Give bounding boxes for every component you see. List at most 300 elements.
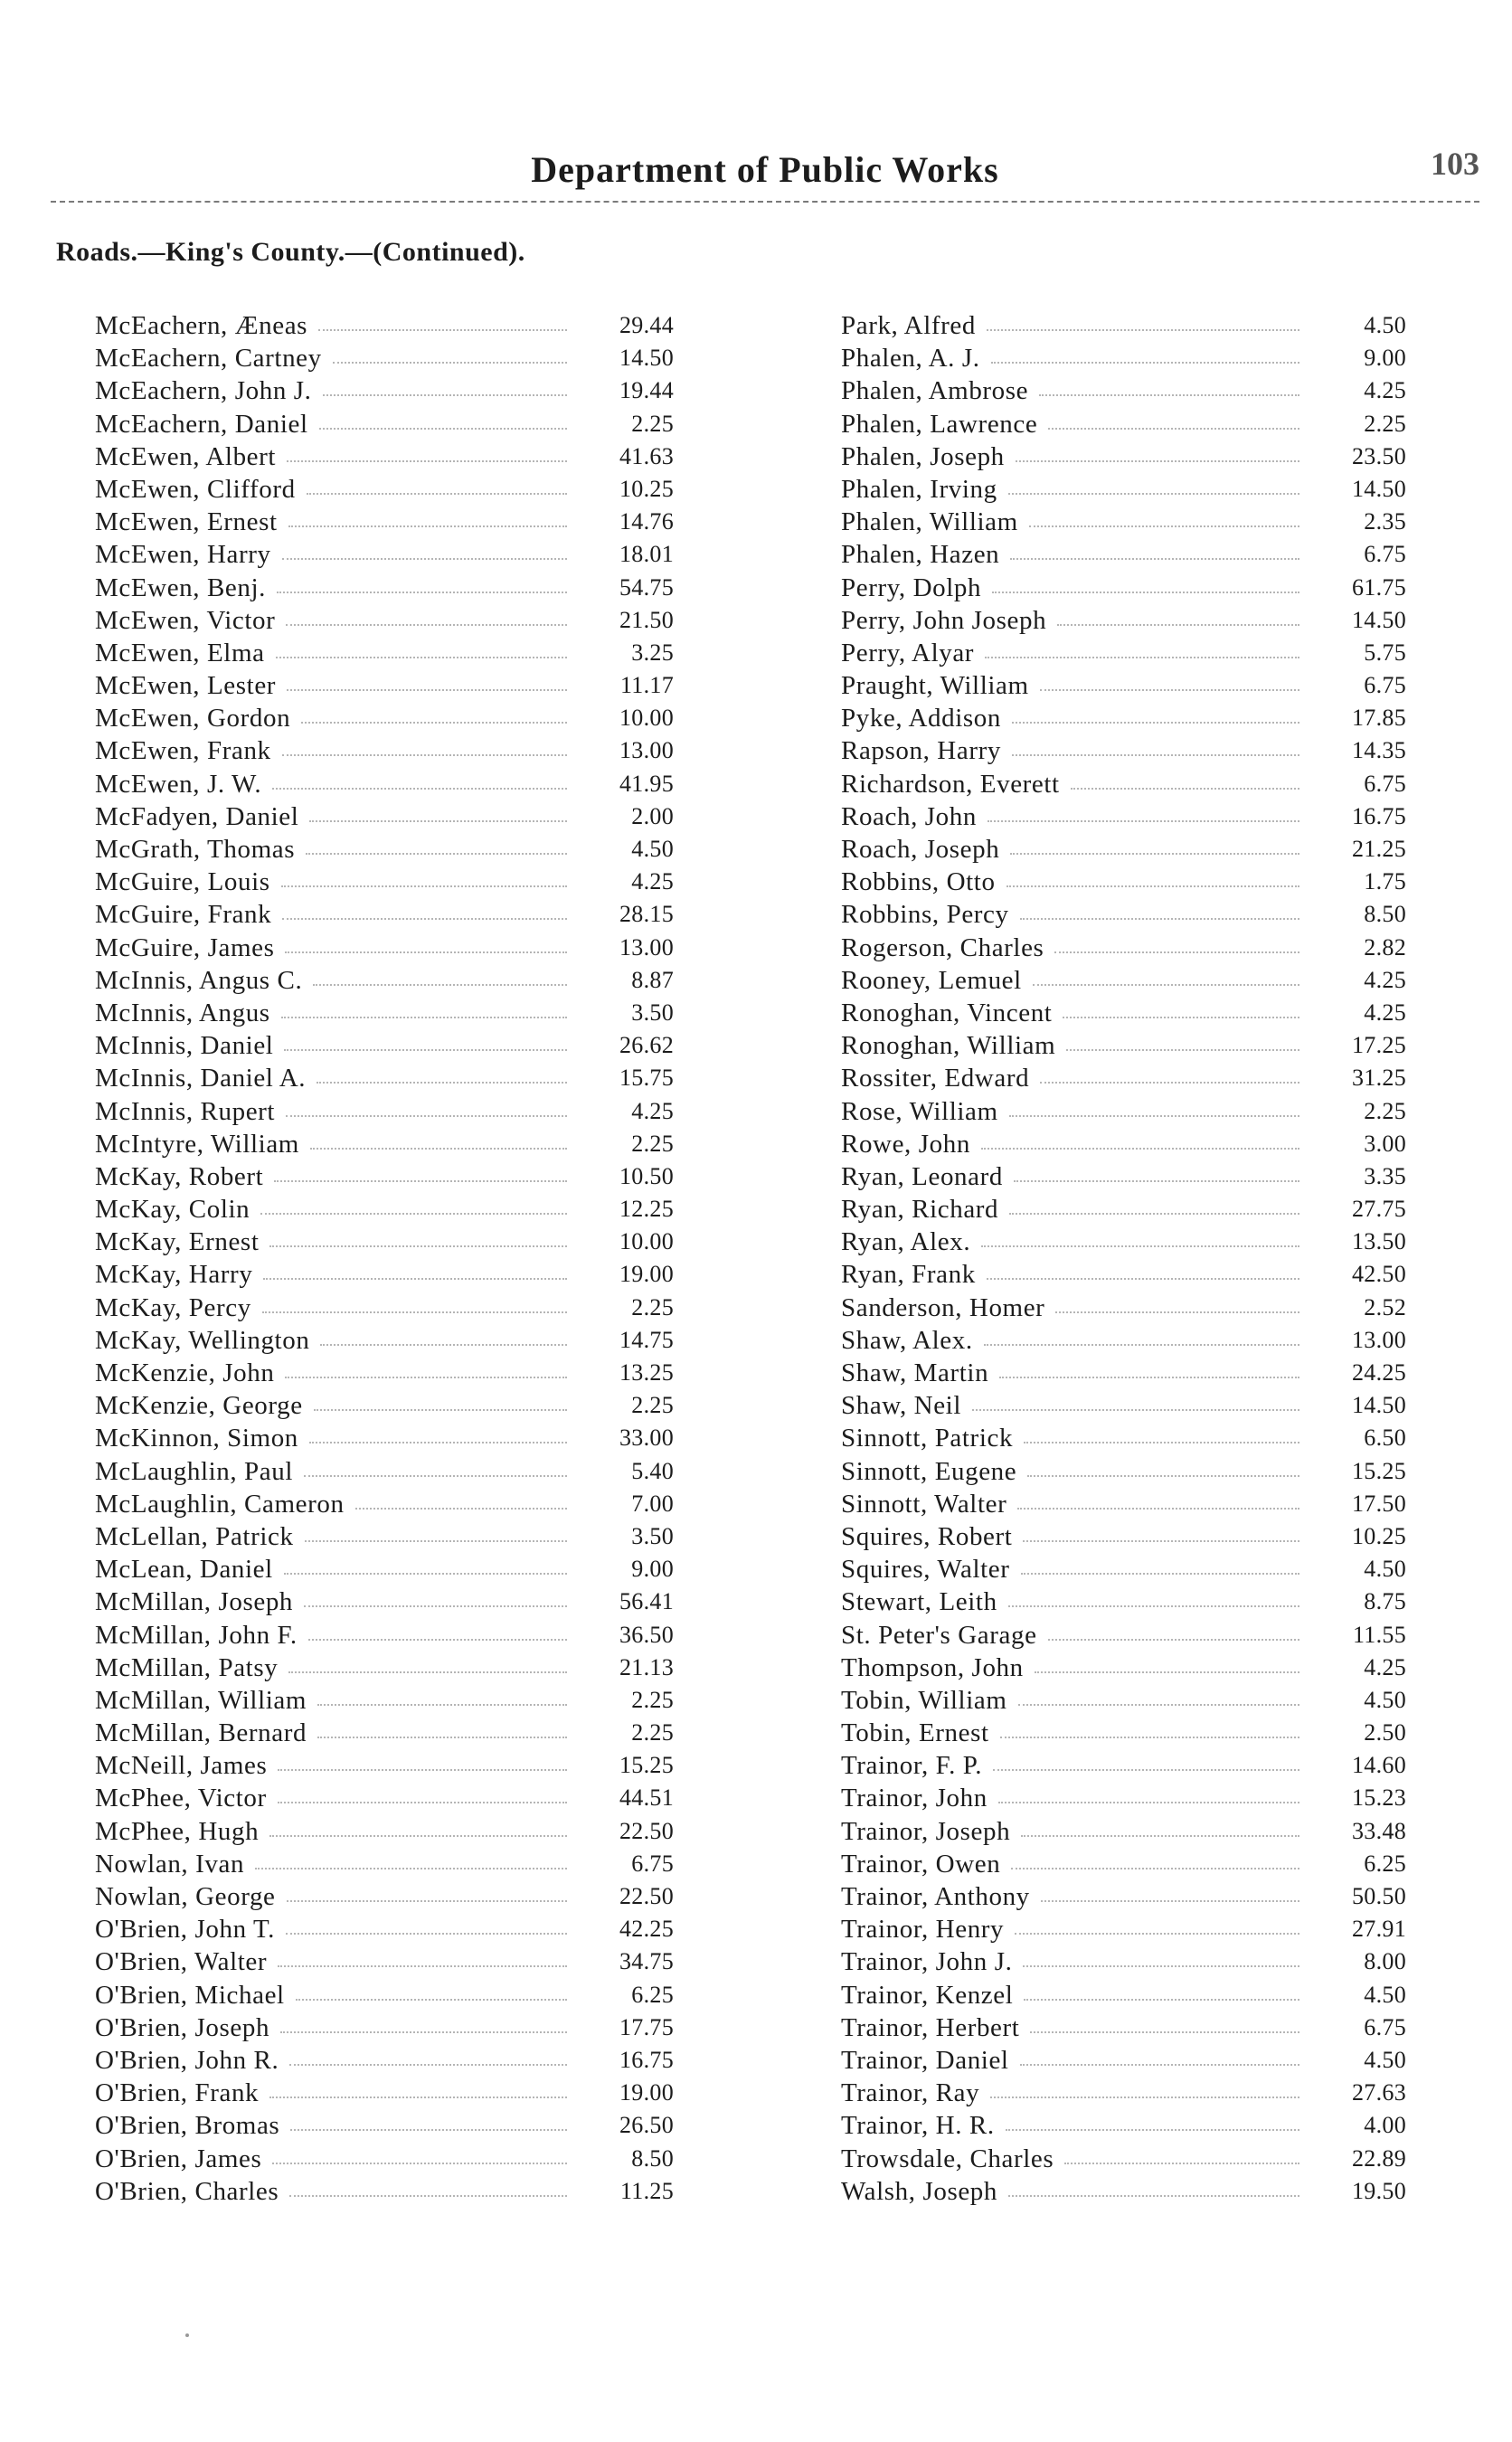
payment-amount: 13.50 (1352, 1228, 1406, 1255)
payment-amount: 4.00 (1364, 2112, 1406, 2139)
dot-leader (988, 820, 1299, 822)
payee-name: Shaw, Martin (841, 1358, 989, 1387)
dot-leader (1033, 984, 1299, 986)
list-item (841, 1880, 1406, 1913)
payment-amount: 36.50 (619, 1621, 674, 1648)
payee-name: Phalen, Lawrence (841, 409, 1038, 439)
list-item (841, 800, 1406, 833)
payee-name: Phalen, Joseph (841, 441, 1005, 471)
dot-leader (991, 362, 1299, 364)
payment-amount: 42.25 (619, 1916, 674, 1943)
payment-amount: 14.50 (619, 345, 674, 372)
header-rule (51, 201, 1479, 203)
list-item (841, 1488, 1406, 1520)
list-item (841, 898, 1406, 931)
payee-name: Phalen, A. J. (841, 344, 980, 374)
list-item (95, 964, 674, 997)
payee-name: Rapson, Harry (841, 736, 1001, 766)
dot-leader (310, 1148, 567, 1150)
payment-amount: 29.44 (619, 312, 674, 338)
payment-amount: 4.50 (1364, 1686, 1406, 1713)
dot-leader (317, 1082, 567, 1084)
payee-name: Phalen, Hazen (841, 540, 1000, 570)
dot-leader (308, 1639, 567, 1641)
dot-leader (1041, 1900, 1299, 1902)
payee-name: Trainor, Kenzel (841, 1980, 1014, 2010)
page-number: 103 (1431, 146, 1479, 182)
payment-amount: 4.25 (1364, 377, 1406, 404)
dot-leader (284, 1573, 567, 1575)
payment-amount: 17.50 (1352, 1490, 1406, 1517)
payee-name: McEachern, John J. (95, 376, 312, 406)
payee-name: McEwen, Benj. (95, 573, 267, 602)
dot-leader (999, 1377, 1299, 1378)
payee-name: O'Brien, Walter (95, 1947, 268, 1977)
payment-amount: 26.50 (619, 2112, 674, 2139)
dot-leader (1048, 428, 1299, 430)
dot-leader (998, 1802, 1299, 1803)
dot-leader (1016, 460, 1299, 462)
payee-name: Pyke, Addison (841, 704, 1001, 734)
payee-name: Walsh, Joseph (841, 2176, 998, 2206)
payment-amount: 19.44 (619, 377, 674, 404)
payee-name: McLean, Daniel (95, 1555, 273, 1585)
dot-leader (1012, 754, 1299, 756)
payment-amount: 33.00 (619, 1424, 674, 1452)
list-item (95, 833, 674, 866)
payee-name: McInnis, Rupert (95, 1096, 276, 1126)
list-item (95, 1815, 674, 1848)
payee-name: McFadyen, Daniel (95, 801, 299, 831)
payee-name: McEwen, Elma (95, 638, 265, 667)
list-item (841, 1782, 1406, 1814)
left-column-list (95, 309, 674, 2208)
dot-leader (269, 2097, 567, 2098)
payee-name: McLaughlin, Cameron (95, 1489, 345, 1519)
payment-amount: 14.50 (1352, 475, 1406, 502)
payment-amount: 54.75 (619, 573, 674, 601)
payee-name: Sinnott, Walter (841, 1489, 1007, 1519)
dot-leader (281, 1017, 567, 1018)
payment-amount: 15.75 (619, 1065, 674, 1092)
payee-name: McKay, Colin (95, 1195, 250, 1225)
dot-leader (993, 1769, 1299, 1771)
dot-leader (255, 1868, 567, 1869)
payee-name: Shaw, Alex. (841, 1325, 973, 1355)
dot-leader (1018, 1704, 1299, 1706)
dot-leader (1011, 1868, 1299, 1869)
dot-leader (1008, 1605, 1299, 1607)
payee-name: Trainor, Ray (841, 2078, 980, 2108)
payment-amount: 2.25 (631, 410, 674, 437)
payee-name: Ronoghan, Vincent (841, 998, 1053, 1027)
payee-name: O'Brien, Bromas (95, 2111, 280, 2141)
dot-leader (285, 951, 567, 953)
payee-name: McMillan, Patsy (95, 1652, 279, 1682)
payee-name: McIntyre, William (95, 1129, 299, 1159)
dot-leader (289, 2195, 567, 2197)
dot-leader (1040, 689, 1299, 691)
dot-leader (260, 1213, 567, 1215)
dot-leader (1006, 2129, 1299, 2131)
payee-name: Tobin, William (841, 1685, 1007, 1715)
payee-name: McGrath, Thomas (95, 835, 296, 864)
payment-amount: 61.75 (1352, 573, 1406, 601)
payee-name: Trainor, John J. (841, 1947, 1013, 1977)
list-item (841, 473, 1406, 506)
payment-amount: 33.48 (1352, 1817, 1406, 1844)
payment-amount: 3.00 (1364, 1130, 1406, 1157)
list-item (95, 1488, 674, 1520)
payee-name: McMillan, Bernard (95, 1718, 307, 1748)
list-item (95, 1226, 674, 1258)
payee-name: McPhee, Hugh (95, 1816, 260, 1846)
list-item (841, 309, 1406, 342)
dot-leader (317, 1737, 567, 1738)
payment-amount: 6.75 (1364, 541, 1406, 568)
payee-name: Perry, Dolph (841, 573, 982, 602)
payment-amount: 13.00 (619, 933, 674, 961)
list-item (841, 1684, 1406, 1717)
dot-leader (1023, 1965, 1299, 1967)
dot-leader (296, 1999, 567, 2001)
payment-amount: 41.63 (619, 442, 674, 469)
payee-name: St. Peter's Garage (841, 1620, 1037, 1650)
dot-leader (1027, 1475, 1299, 1477)
dot-leader (333, 362, 567, 364)
list-item (95, 604, 674, 637)
payment-amount: 6.50 (1364, 1424, 1406, 1452)
dot-leader (289, 2064, 567, 2066)
payee-name: O'Brien, John T. (95, 1915, 276, 1945)
dot-leader (1008, 493, 1299, 495)
payment-amount: 1.75 (1364, 868, 1406, 895)
list-item (95, 734, 674, 767)
list-item (841, 342, 1406, 374)
list-item (95, 1389, 674, 1422)
payment-amount: 26.62 (619, 1032, 674, 1059)
payment-amount: 2.00 (631, 802, 674, 829)
dot-leader (1030, 2031, 1299, 2033)
payee-name: McInnis, Angus (95, 998, 270, 1027)
payment-amount: 18.01 (619, 541, 674, 568)
payment-amount: 27.75 (1352, 1196, 1406, 1223)
list-item (95, 702, 674, 734)
dot-leader (276, 657, 567, 658)
payee-name: McEachern, Cartney (95, 344, 322, 374)
payment-amount: 10.25 (619, 475, 674, 502)
list-item (841, 866, 1406, 898)
dot-leader (305, 1540, 567, 1542)
list-item (95, 1520, 674, 1553)
dot-leader (288, 525, 567, 527)
dot-leader (317, 1704, 567, 1706)
payee-name: Trainor, Herbert (841, 2012, 1020, 2042)
dot-leader (992, 592, 1299, 593)
payee-name: McEwen, Lester (95, 671, 277, 701)
list-item (841, 2011, 1406, 2044)
list-item (841, 1292, 1406, 1324)
list-item (95, 898, 674, 931)
payment-amount: 22.50 (619, 1883, 674, 1909)
payment-amount: 3.50 (631, 999, 674, 1026)
payment-amount: 14.76 (619, 508, 674, 535)
payment-amount: 24.25 (1352, 1359, 1406, 1386)
payment-amount: 6.75 (631, 1850, 674, 1877)
payee-name: McEwen, Victor (95, 605, 276, 635)
payee-name: Phalen, Ambrose (841, 376, 1029, 406)
dot-leader (307, 493, 567, 495)
payment-amount: 4.25 (631, 868, 674, 895)
dot-leader (1024, 1999, 1299, 2001)
list-item (95, 2077, 674, 2109)
payment-amount: 4.50 (1364, 312, 1406, 338)
payment-amount: 9.00 (631, 1556, 674, 1583)
list-item (95, 2011, 674, 2044)
list-item (841, 964, 1406, 997)
payment-amount: 23.50 (1352, 442, 1406, 469)
list-item (841, 604, 1406, 637)
list-item (841, 572, 1406, 604)
list-item (95, 1749, 674, 1782)
list-item (95, 440, 674, 473)
dot-leader (314, 1409, 567, 1411)
payee-name: Park, Alfred (841, 311, 976, 340)
dot-leader (309, 820, 567, 822)
list-item (841, 1553, 1406, 1585)
list-item (841, 1029, 1406, 1062)
payee-name: Stewart, Leith (841, 1587, 997, 1617)
payee-name: McLellan, Patrick (95, 1521, 294, 1551)
payee-name: Trainor, Henry (841, 1915, 1005, 1945)
payment-amount: 50.50 (1352, 1883, 1406, 1909)
dot-leader (313, 984, 567, 986)
dot-leader (985, 657, 1299, 658)
payee-name: McInnis, Daniel (95, 1031, 274, 1061)
list-item (95, 997, 674, 1029)
payment-amount: 2.25 (1364, 410, 1406, 437)
list-item (95, 1979, 674, 2011)
dot-leader (278, 1769, 567, 1771)
payee-name: Ryan, Alex. (841, 1227, 971, 1257)
payment-amount: 13.00 (1352, 1326, 1406, 1353)
payment-amount: 27.91 (1352, 1916, 1406, 1943)
list-item (841, 1652, 1406, 1684)
payee-name: Shaw, Neil (841, 1391, 961, 1421)
dot-leader (1015, 1933, 1299, 1935)
payment-amount: 15.23 (1352, 1784, 1406, 1812)
payment-amount: 4.50 (1364, 2046, 1406, 2073)
payee-name: Ronoghan, William (841, 1031, 1056, 1061)
payment-amount: 8.75 (1364, 1588, 1406, 1615)
payee-name: McKay, Ernest (95, 1227, 260, 1257)
payee-name: Rooney, Lemuel (841, 965, 1022, 995)
dot-leader (304, 1475, 567, 1477)
payee-name: McKay, Wellington (95, 1325, 310, 1355)
list-item (95, 800, 674, 833)
payee-name: McPhee, Victor (95, 1784, 267, 1813)
dot-leader (286, 1115, 567, 1117)
payee-name: O'Brien, Joseph (95, 2012, 270, 2042)
payment-amount: 8.50 (1364, 901, 1406, 928)
list-item (95, 1717, 674, 1749)
payment-amount: 56.41 (619, 1588, 674, 1615)
list-item (841, 637, 1406, 669)
payment-amount: 8.87 (631, 966, 674, 993)
payee-name: Richardson, Everett (841, 769, 1060, 799)
payment-amount: 22.89 (1352, 2144, 1406, 2172)
payee-name: Trainor, Owen (841, 1849, 1001, 1879)
dot-leader (1057, 624, 1299, 626)
list-item (95, 1455, 674, 1488)
dot-leader (1064, 2163, 1299, 2164)
payment-amount: 11.55 (1352, 1621, 1406, 1648)
payee-name: Trainor, John (841, 1784, 988, 1813)
payment-amount: 14.75 (619, 1326, 674, 1353)
payment-amount: 4.25 (1364, 966, 1406, 993)
payment-amount: 2.25 (631, 1293, 674, 1320)
dot-leader (286, 624, 567, 626)
list-item (841, 538, 1406, 571)
dot-leader (1035, 1671, 1299, 1673)
payment-amount: 10.00 (619, 705, 674, 732)
list-item (841, 1193, 1406, 1226)
list-item (95, 1128, 674, 1160)
payee-name: Tobin, Ernest (841, 1718, 989, 1748)
payment-amount: 8.00 (1364, 1948, 1406, 1975)
payee-name: Perry, John Joseph (841, 605, 1047, 635)
list-item (95, 637, 674, 669)
list-item (95, 473, 674, 506)
payee-name: Squires, Robert (841, 1521, 1013, 1551)
dot-leader (987, 329, 1299, 331)
list-item (95, 1585, 674, 1618)
payee-name: McEwen, J. W. (95, 769, 262, 799)
list-item (95, 2109, 674, 2142)
list-item (841, 1815, 1406, 1848)
dot-leader (287, 460, 567, 462)
list-item (95, 1160, 674, 1193)
dot-leader (262, 1311, 567, 1313)
list-item (841, 1749, 1406, 1782)
payee-name: Phalen, William (841, 507, 1018, 537)
payment-amount: 4.50 (1364, 1981, 1406, 2008)
payee-name: McEwen, Albert (95, 441, 277, 471)
list-item (95, 1193, 674, 1226)
list-item (95, 1945, 674, 1978)
payee-name: McEwen, Clifford (95, 474, 296, 504)
list-item (841, 997, 1406, 1029)
payment-amount: 2.82 (1364, 933, 1406, 961)
payment-amount: 2.25 (631, 1130, 674, 1157)
dot-leader (290, 2129, 567, 2131)
list-item (841, 1160, 1406, 1193)
payee-name: Sanderson, Homer (841, 1292, 1045, 1322)
payee-name: Trainor, F. P. (841, 1751, 983, 1781)
dot-leader (1009, 1213, 1299, 1215)
dot-leader (984, 1344, 1299, 1346)
list-item (841, 833, 1406, 866)
list-item (95, 1619, 674, 1652)
dot-leader (318, 329, 567, 331)
list-item (841, 1848, 1406, 1880)
list-item (841, 1945, 1406, 1978)
payee-name: McKay, Harry (95, 1260, 253, 1290)
dot-leader (285, 1377, 567, 1378)
payment-amount: 42.50 (1352, 1261, 1406, 1288)
dot-leader (1010, 558, 1299, 560)
list-item (841, 1913, 1406, 1945)
dot-leader (282, 918, 567, 920)
dot-leader (274, 1180, 567, 1182)
list-item (95, 866, 674, 898)
payee-name: Thompson, John (841, 1652, 1024, 1682)
list-item (841, 2077, 1406, 2109)
dot-leader (1020, 918, 1299, 920)
list-item (841, 1389, 1406, 1422)
payment-amount: 12.25 (619, 1196, 674, 1223)
dot-leader (1021, 1835, 1299, 1837)
payee-name: Trowsdale, Charles (841, 2144, 1054, 2173)
payee-name: McInnis, Daniel A. (95, 1064, 307, 1093)
payment-amount: 19.00 (619, 1261, 674, 1288)
dot-leader (1063, 1017, 1299, 1018)
payment-amount: 10.00 (619, 1228, 674, 1255)
list-item (841, 2143, 1406, 2175)
payee-name: Nowlan, Ivan (95, 1849, 245, 1879)
payment-amount: 16.75 (1352, 802, 1406, 829)
payee-name: Sinnott, Eugene (841, 1456, 1017, 1486)
payee-name: Rogerson, Charles (841, 932, 1044, 962)
list-item (841, 1062, 1406, 1094)
dot-leader (278, 1802, 567, 1803)
list-item (95, 1324, 674, 1357)
dot-leader (309, 1442, 567, 1443)
payee-name: O'Brien, Charles (95, 2176, 279, 2206)
list-item (841, 374, 1406, 407)
list-item (95, 408, 674, 440)
payee-name: Rose, William (841, 1096, 998, 1126)
list-item (841, 506, 1406, 538)
dot-leader (1071, 788, 1299, 790)
payee-name: Ryan, Leonard (841, 1161, 1003, 1191)
dot-leader (269, 1835, 567, 1837)
payee-name: O'Brien, Michael (95, 1980, 285, 2010)
list-item (95, 374, 674, 407)
payment-amount: 28.15 (619, 901, 674, 928)
payee-name: Roach, Joseph (841, 835, 1000, 864)
right-column-list (841, 309, 1406, 2208)
payment-amount: 6.75 (1364, 2013, 1406, 2040)
payment-amount: 6.25 (1364, 1850, 1406, 1877)
list-item (841, 1455, 1406, 1488)
payment-amount: 10.25 (1352, 1522, 1406, 1549)
payment-amount: 14.60 (1352, 1752, 1406, 1779)
payment-amount: 2.50 (1364, 1719, 1406, 1746)
list-item (95, 1880, 674, 1913)
list-item (841, 1979, 1406, 2011)
payee-name: Trainor, Joseph (841, 1816, 1011, 1846)
list-item (95, 572, 674, 604)
dot-leader (286, 1933, 567, 1935)
list-item (95, 342, 674, 374)
payee-name: McLaughlin, Paul (95, 1456, 294, 1486)
payee-name: Perry, Alyar (841, 638, 975, 667)
payment-amount: 17.85 (1352, 705, 1406, 732)
dot-leader (355, 1508, 567, 1510)
list-item (841, 1619, 1406, 1652)
dot-leader (1023, 1540, 1299, 1542)
